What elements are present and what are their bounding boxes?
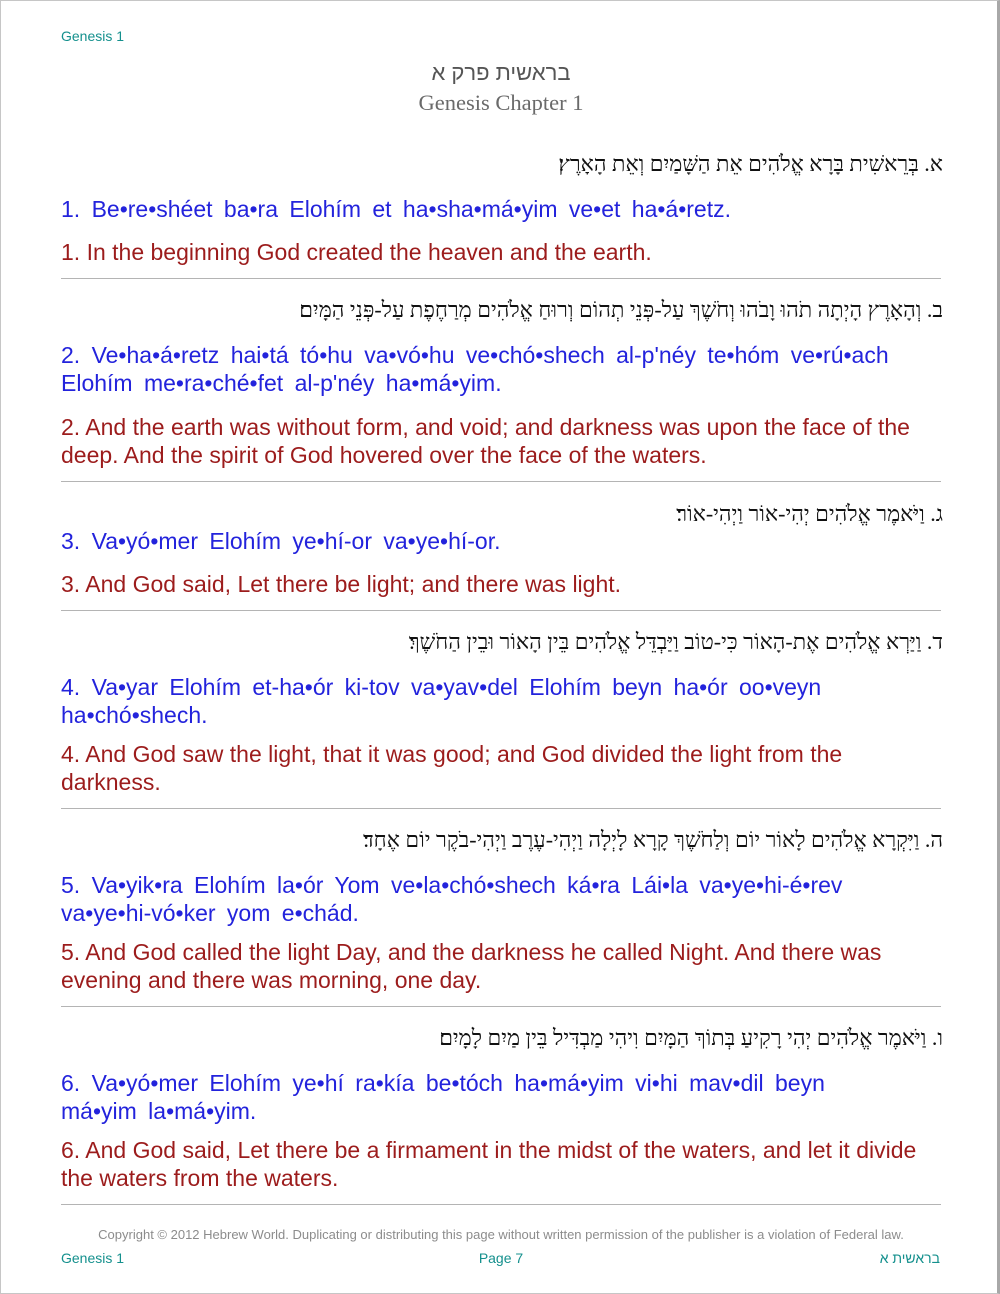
verse-divider — [61, 1204, 941, 1205]
translation-line: 5. And God called the light Day, and the darkness he called Night. And there was — [61, 938, 882, 965]
verse-translation — [61, 238, 943, 267]
verse-hebrew: ו. וַיֹּאמֶר אֱלֹהִים יְהִי רָקִיעַ בְּתוֹךְ הַמָּיִם וִיהִי מַבְדִּיל בֵּין מַיִם לָמָיִם׃ — [439, 1024, 943, 1050]
running-header-label: Genesis 1 — [61, 28, 125, 44]
verse-4 — [61, 627, 943, 809]
verse-2 — [61, 295, 943, 482]
footer-page-number: Page 7 — [478, 1250, 524, 1266]
translation-line: the waters from the waters. — [61, 1165, 339, 1191]
copyright-notice: Copyright © 2012 Hebrew World. Duplicating or distributing this page without written permission of the publisher is a violation of Federal law. — [98, 1227, 904, 1242]
verse-transliteration — [61, 673, 943, 730]
verse-3 — [61, 499, 943, 611]
verse-transliteration — [61, 871, 943, 928]
verse-transliteration — [61, 195, 943, 224]
transliteration-line: 6. Va•yó•mer Elohím ye•hí ra•kía be•tóch ha•má•yim vi•hi mav•dil beyn — [61, 1069, 825, 1096]
chapter-title-hebrew: בראשית פרק א — [431, 60, 571, 85]
translation-line: 2. And the earth was without form, and void; and darkness was upon the face of the — [61, 413, 910, 440]
translation-line: 3. And God said, Let there be light; and there was light. — [61, 571, 622, 597]
transliteration-line: 4. Va•yar Elohím et-ha•ór ki-tov va•yav•del Elohím beyn ha•ór oo•veyn — [61, 673, 822, 700]
translation-line: evening and there was morning, one day. — [61, 967, 482, 993]
verse-divider — [61, 481, 941, 482]
translation-line: 6. And God said, Let there be a firmament in the midst of the waters, and let it divide — [61, 1136, 917, 1163]
verse-1 — [61, 149, 943, 279]
transliteration-line: 5. Va•yik•ra Elohím la•ór Yom ve•la•chó•shech ká•ra Lái•la va•ye•hi-é•rev — [61, 871, 843, 898]
footer-book-label: Genesis 1 — [61, 1250, 125, 1266]
transliteration-line: 2. Ve•ha•á•retz hai•tá tó•hu va•vó•hu ve•chó•shech al-p'néy te•hóm ve•rú•ach — [61, 341, 889, 368]
verse-hebrew: ג. וַיֹּאמֶר אֱלֹהִים יְהִי-אוֹר וַיְהִי-אוֹר׃ — [676, 500, 943, 526]
verse-translation — [61, 938, 943, 995]
translation-line: 4. And God saw the light, that it was good; and God divided the light from the — [61, 740, 843, 767]
verse-translation — [61, 570, 943, 599]
verse-translation — [61, 413, 943, 470]
transliteration-line: má•yim la•má•yim. — [61, 1098, 257, 1124]
transliteration-line: 1. Be•re•shéet ba•ra Elohím et ha•sha•má•yim ve•et ha•á•retz. — [61, 195, 731, 222]
verse-divider — [61, 1006, 941, 1007]
verse-translation — [61, 740, 943, 797]
transliteration-line: 3. Va•yó•mer Elohím ye•hí-or va•ye•hí-or. — [61, 527, 501, 554]
verse-divider — [61, 610, 941, 611]
verse-5 — [61, 825, 943, 1007]
translation-line: darkness. — [61, 769, 161, 795]
verse-translation — [61, 1136, 943, 1193]
verse-transliteration — [61, 1069, 943, 1126]
chapter-title-english: Genesis Chapter 1 — [418, 90, 584, 115]
translation-line: 1. In the beginning God created the heaven and the earth. — [61, 239, 652, 265]
verse-hebrew: ד. וַיַּרְא אֱלֹהִים אֶת-הָאוֹר כִּי-טוֹב וַיַּבְדֵּל אֱלֹהִים בֵּין הָאוֹר וּבֵין הַחֹשֶׁךְ׃ — [408, 628, 943, 654]
verse-6 — [61, 1023, 943, 1205]
verse-divider — [61, 278, 941, 279]
verse-hebrew: ה. וַיִּקְרָא אֱלֹהִים לָאוֹר יוֹם וְלַחֹשֶׁךְ קָרָא לָיְלָה וַיְהִי-עֶרֶב וַיְהִי-בֹקֶר יוֹם אֶחָד׃ — [363, 826, 943, 852]
verse-transliteration — [61, 527, 943, 556]
transliteration-line: ha•chó•shech. — [61, 702, 208, 728]
verse-transliteration — [61, 341, 943, 398]
translation-line: deep. And the spirit of God hovered over the face of the waters. — [61, 442, 707, 468]
transliteration-line: va•ye•hi-vó•ker yom e•chád. — [61, 900, 359, 926]
footer-hebrew-label: בראשית א — [879, 1250, 940, 1266]
verse-hebrew: א. בְּרֵאשִׁית בָּרָא אֱלֹהִים אֵת הַשָּׁמַיִם וְאֵת הָאָרֶץ׃ — [558, 150, 943, 176]
verse-divider — [61, 808, 941, 809]
transliteration-line: Elohím me•ra•ché•fet al-p'néy ha•má•yim. — [61, 370, 502, 396]
verse-hebrew: ב. וְהָאָרֶץ הָיְתָה תֹהוּ וָבֹהוּ וְחֹשֶׁךְ עַל-פְּנֵי תְהוֹם וְרוּחַ אֱלֹהִים מְרַחֶפֶת עַל-פְּנֵי הַמָּיִם׃ — [299, 296, 943, 322]
